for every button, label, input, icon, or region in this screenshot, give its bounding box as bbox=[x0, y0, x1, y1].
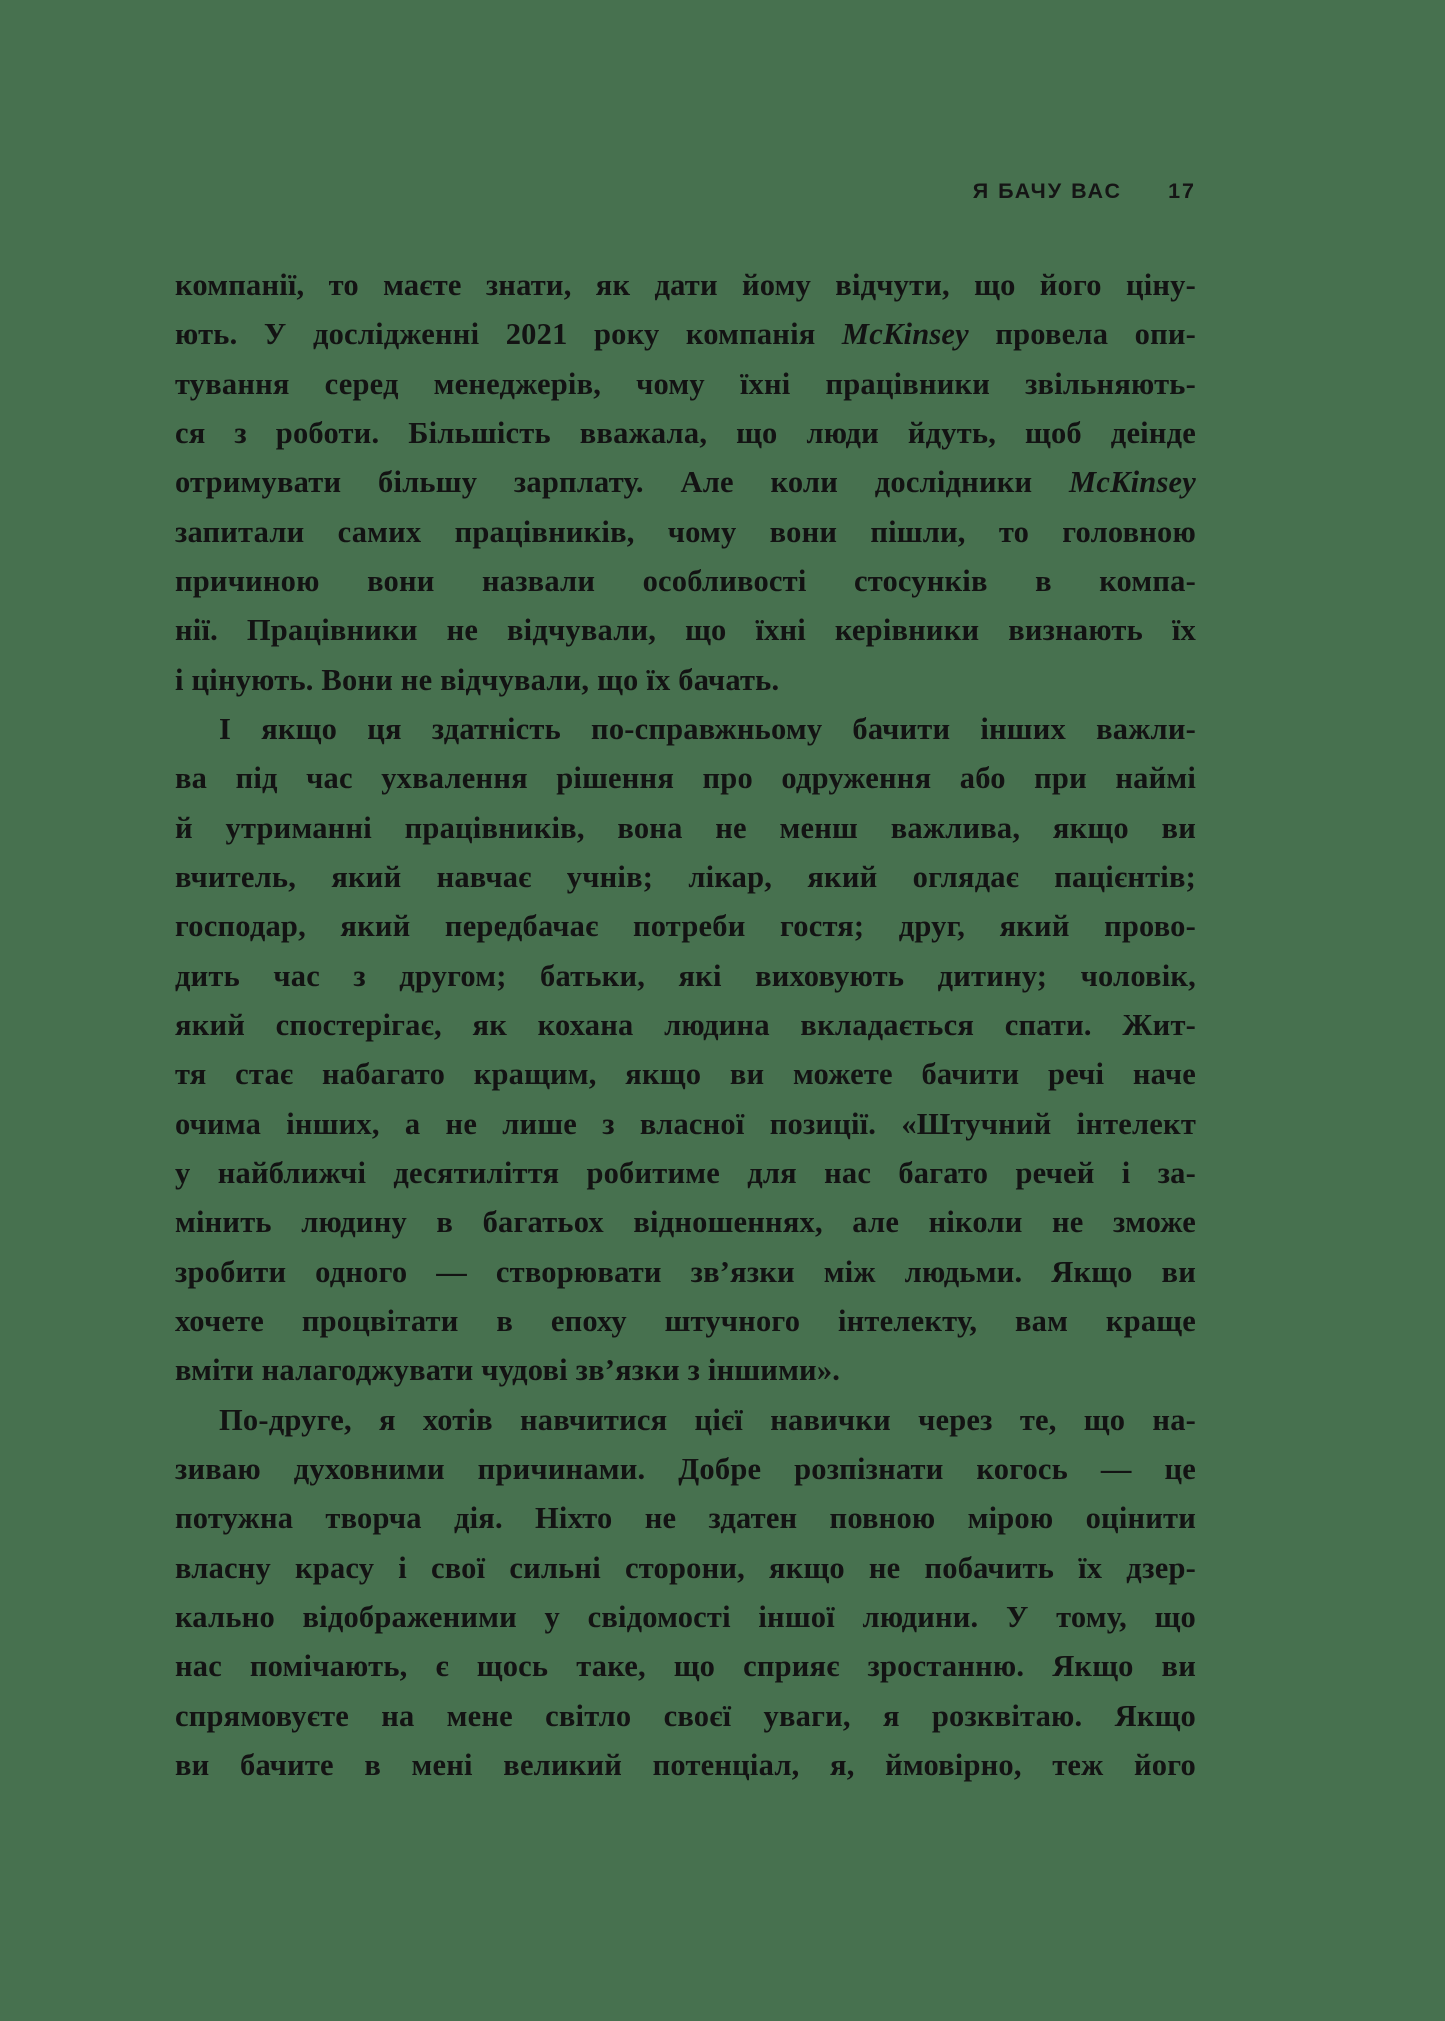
text-line: який спостерігає, як кохана людина вкладається спати. Жит- bbox=[175, 1007, 1196, 1042]
text-line: хочете процвітати в епоху штучного інтелекту, вам краще bbox=[175, 1303, 1196, 1338]
text-line: зробити одного — створювати зв’язки між людьми. Якщо ви bbox=[175, 1254, 1196, 1289]
text-line: ся з роботи. Більшість вважала, що люди йдуть, щоб деінде bbox=[175, 415, 1196, 450]
text-line: ви бачите в мені великий потенціал, я, ймовірно, теж його bbox=[175, 1747, 1196, 1782]
text-line: очима інших, а не лише з власної позиції. «Штучний інтелект bbox=[175, 1106, 1196, 1141]
text-line: ва під час ухвалення рішення про одруження або при наймі bbox=[175, 761, 1196, 796]
text-line: спрямовуєте на мене світло своєї уваги, я розквітаю. Якщо bbox=[175, 1698, 1196, 1733]
text-line: вчитель, який навчає учнів; лікар, який оглядає пацієнтів; bbox=[175, 859, 1196, 894]
text-line: мінить людину в багатьох відношеннях, але ніколи не зможе bbox=[175, 1205, 1196, 1240]
text-line: і цінують. Вони не відчували, що їх бачать. bbox=[175, 662, 780, 697]
text-line: й утриманні працівників, вона не менш важлива, якщо ви bbox=[175, 810, 1196, 845]
text-line: потужна творча дія. Ніхто не здатен повною мірою оцінити bbox=[175, 1501, 1196, 1536]
text-line: зиваю духовними причинами. Добре розпізнати когось — це bbox=[175, 1451, 1196, 1486]
text-line: кально відображеними у свідомості іншої людини. У тому, що bbox=[175, 1599, 1196, 1634]
text-line: дить час з другом; батьки, які виховують дитину; чоловік, bbox=[175, 958, 1196, 993]
text-line: По-друге, я хотів навчитися цієї навички через те, що на- bbox=[219, 1402, 1196, 1437]
text-line: нії. Працівники не відчували, що їхні керівники визнають їх bbox=[175, 613, 1196, 648]
text-line: тування серед менеджерів, чому їхні працівники звільняють- bbox=[175, 366, 1196, 401]
text-line: вміти налагоджувати чудові зв’язки з іншими». bbox=[175, 1353, 841, 1388]
running-head-title: Я БАЧУ ВАС bbox=[972, 179, 1123, 203]
running-head bbox=[973, 179, 1196, 204]
text-line: ють. У дослідженні 2021 року компанія McKinsey провела опи- bbox=[175, 317, 1196, 352]
page-number: 17 bbox=[1168, 179, 1196, 203]
text-line: нас помічають, є щось таке, що сприяє зростанню. Якщо ви bbox=[175, 1649, 1196, 1684]
text-line: запитали самих працівників, чому вони пішли, то головною bbox=[175, 514, 1196, 549]
text-line: причиною вони назвали особливості стосунків в компа- bbox=[175, 563, 1196, 598]
text-line: власну красу і свої сильні сторони, якщо не побачить їх дзер- bbox=[175, 1550, 1196, 1585]
text-line: тя стає набагато кращим, якщо ви можете бачити речі наче bbox=[175, 1057, 1196, 1092]
text-line: І якщо ця здатність по-справжньому бачити інших важли- bbox=[219, 711, 1196, 746]
text-line: отримувати більшу зарплату. Але коли дослідники McKinsey bbox=[175, 465, 1196, 500]
body-text bbox=[175, 261, 1196, 1790]
text-line: у найближчі десятиліття робитиме для нас багато речей і за- bbox=[175, 1155, 1196, 1190]
text-line: компанії, то маєте знати, як дати йому відчути, що його ціну- bbox=[175, 268, 1196, 302]
text-line: господар, який передбачає потреби гостя; друг, який прово- bbox=[175, 909, 1196, 944]
